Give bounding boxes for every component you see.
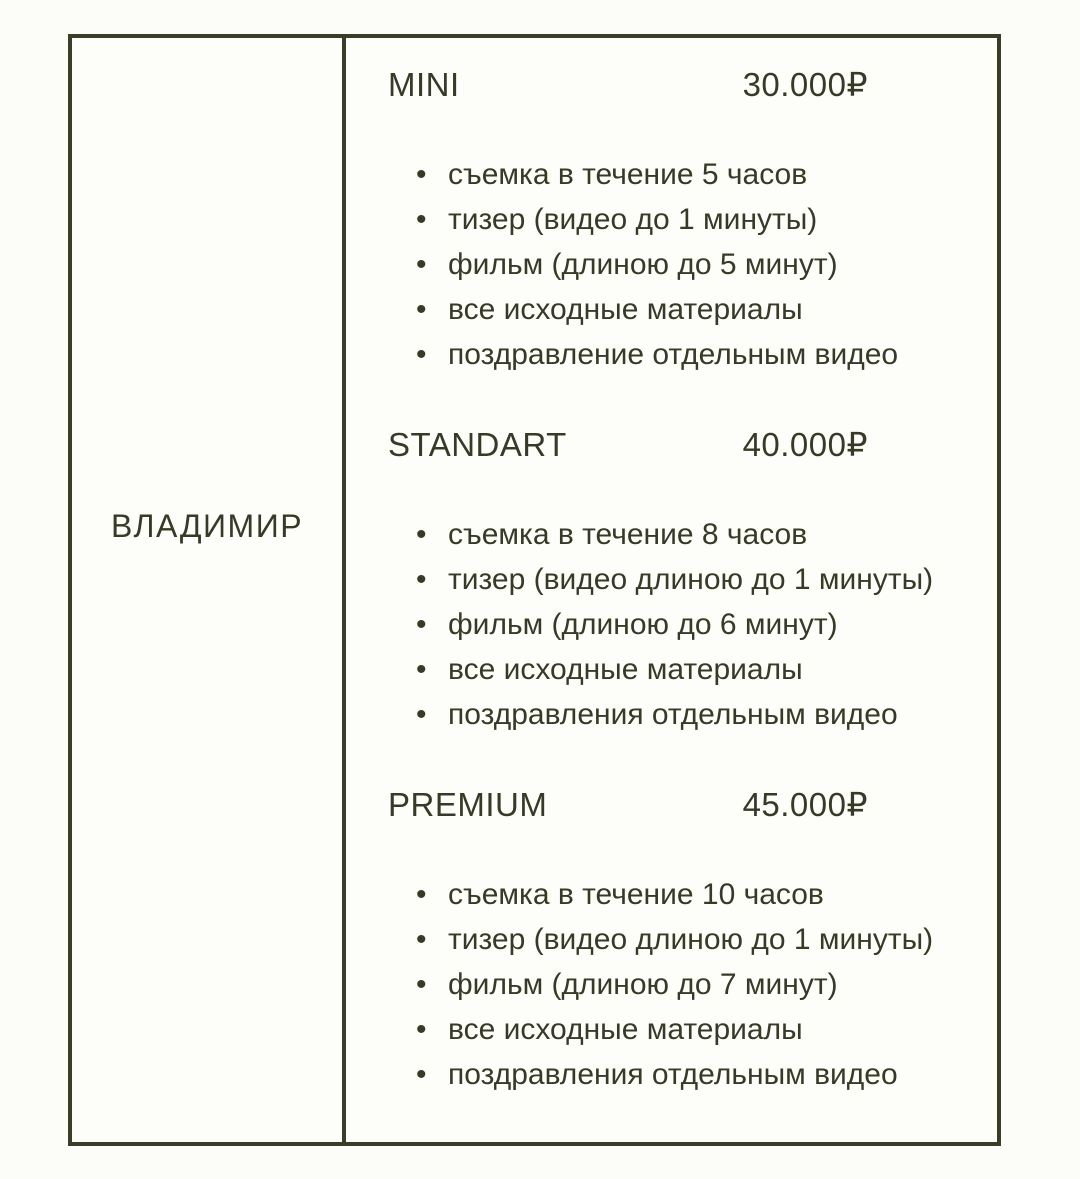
tier-header [388, 422, 868, 467]
feature-item: • съемка в течение 5 часов [388, 152, 997, 197]
feature-item: • тизер (видео длиною до 1 минуты) [388, 557, 997, 602]
feature-item: • фильм (длиною до 7 минут) [388, 962, 997, 1007]
feature-item: • все исходные материалы [388, 647, 997, 692]
feature-item: • все исходные материалы [388, 287, 997, 332]
tier-header [388, 62, 868, 107]
tier-price: 45.000₽ [742, 786, 868, 823]
tier-section-premium [388, 782, 997, 1097]
tier-header [388, 782, 868, 827]
pricing-table [68, 34, 1001, 1146]
feature-item: • тизер (видео до 1 минуты) [388, 197, 997, 242]
tier-section-standart [388, 422, 997, 737]
tier-name: STANDART [388, 426, 567, 463]
feature-item: • фильм (длиною до 6 минут) [388, 602, 997, 647]
feature-list [388, 872, 997, 1097]
feature-item: • поздравления отдельным видео [388, 692, 997, 737]
tier-price: 30.000₽ [742, 66, 868, 103]
feature-item: • фильм (длиною до 5 минут) [388, 242, 997, 287]
feature-list [388, 512, 997, 737]
tier-section-mini [388, 62, 997, 377]
tier-name: PREMIUM [388, 786, 548, 823]
tiers-cell [346, 38, 997, 1142]
feature-item: • съемка в течение 10 часов [388, 872, 997, 917]
vendor-name-cell [72, 38, 346, 1142]
feature-item: • поздравления отдельным видео [388, 1052, 997, 1097]
vendor-name: ВЛАДИМИР [110, 508, 304, 544]
feature-list [388, 152, 997, 377]
tier-price: 40.000₽ [742, 426, 868, 463]
feature-item: • поздравление отдельным видео [388, 332, 997, 377]
feature-item: • съемка в течение 8 часов [388, 512, 997, 557]
tier-name: MINI [388, 66, 460, 103]
feature-item: • тизер (видео длиною до 1 минуты) [388, 917, 997, 962]
feature-item: • все исходные материалы [388, 1007, 997, 1052]
